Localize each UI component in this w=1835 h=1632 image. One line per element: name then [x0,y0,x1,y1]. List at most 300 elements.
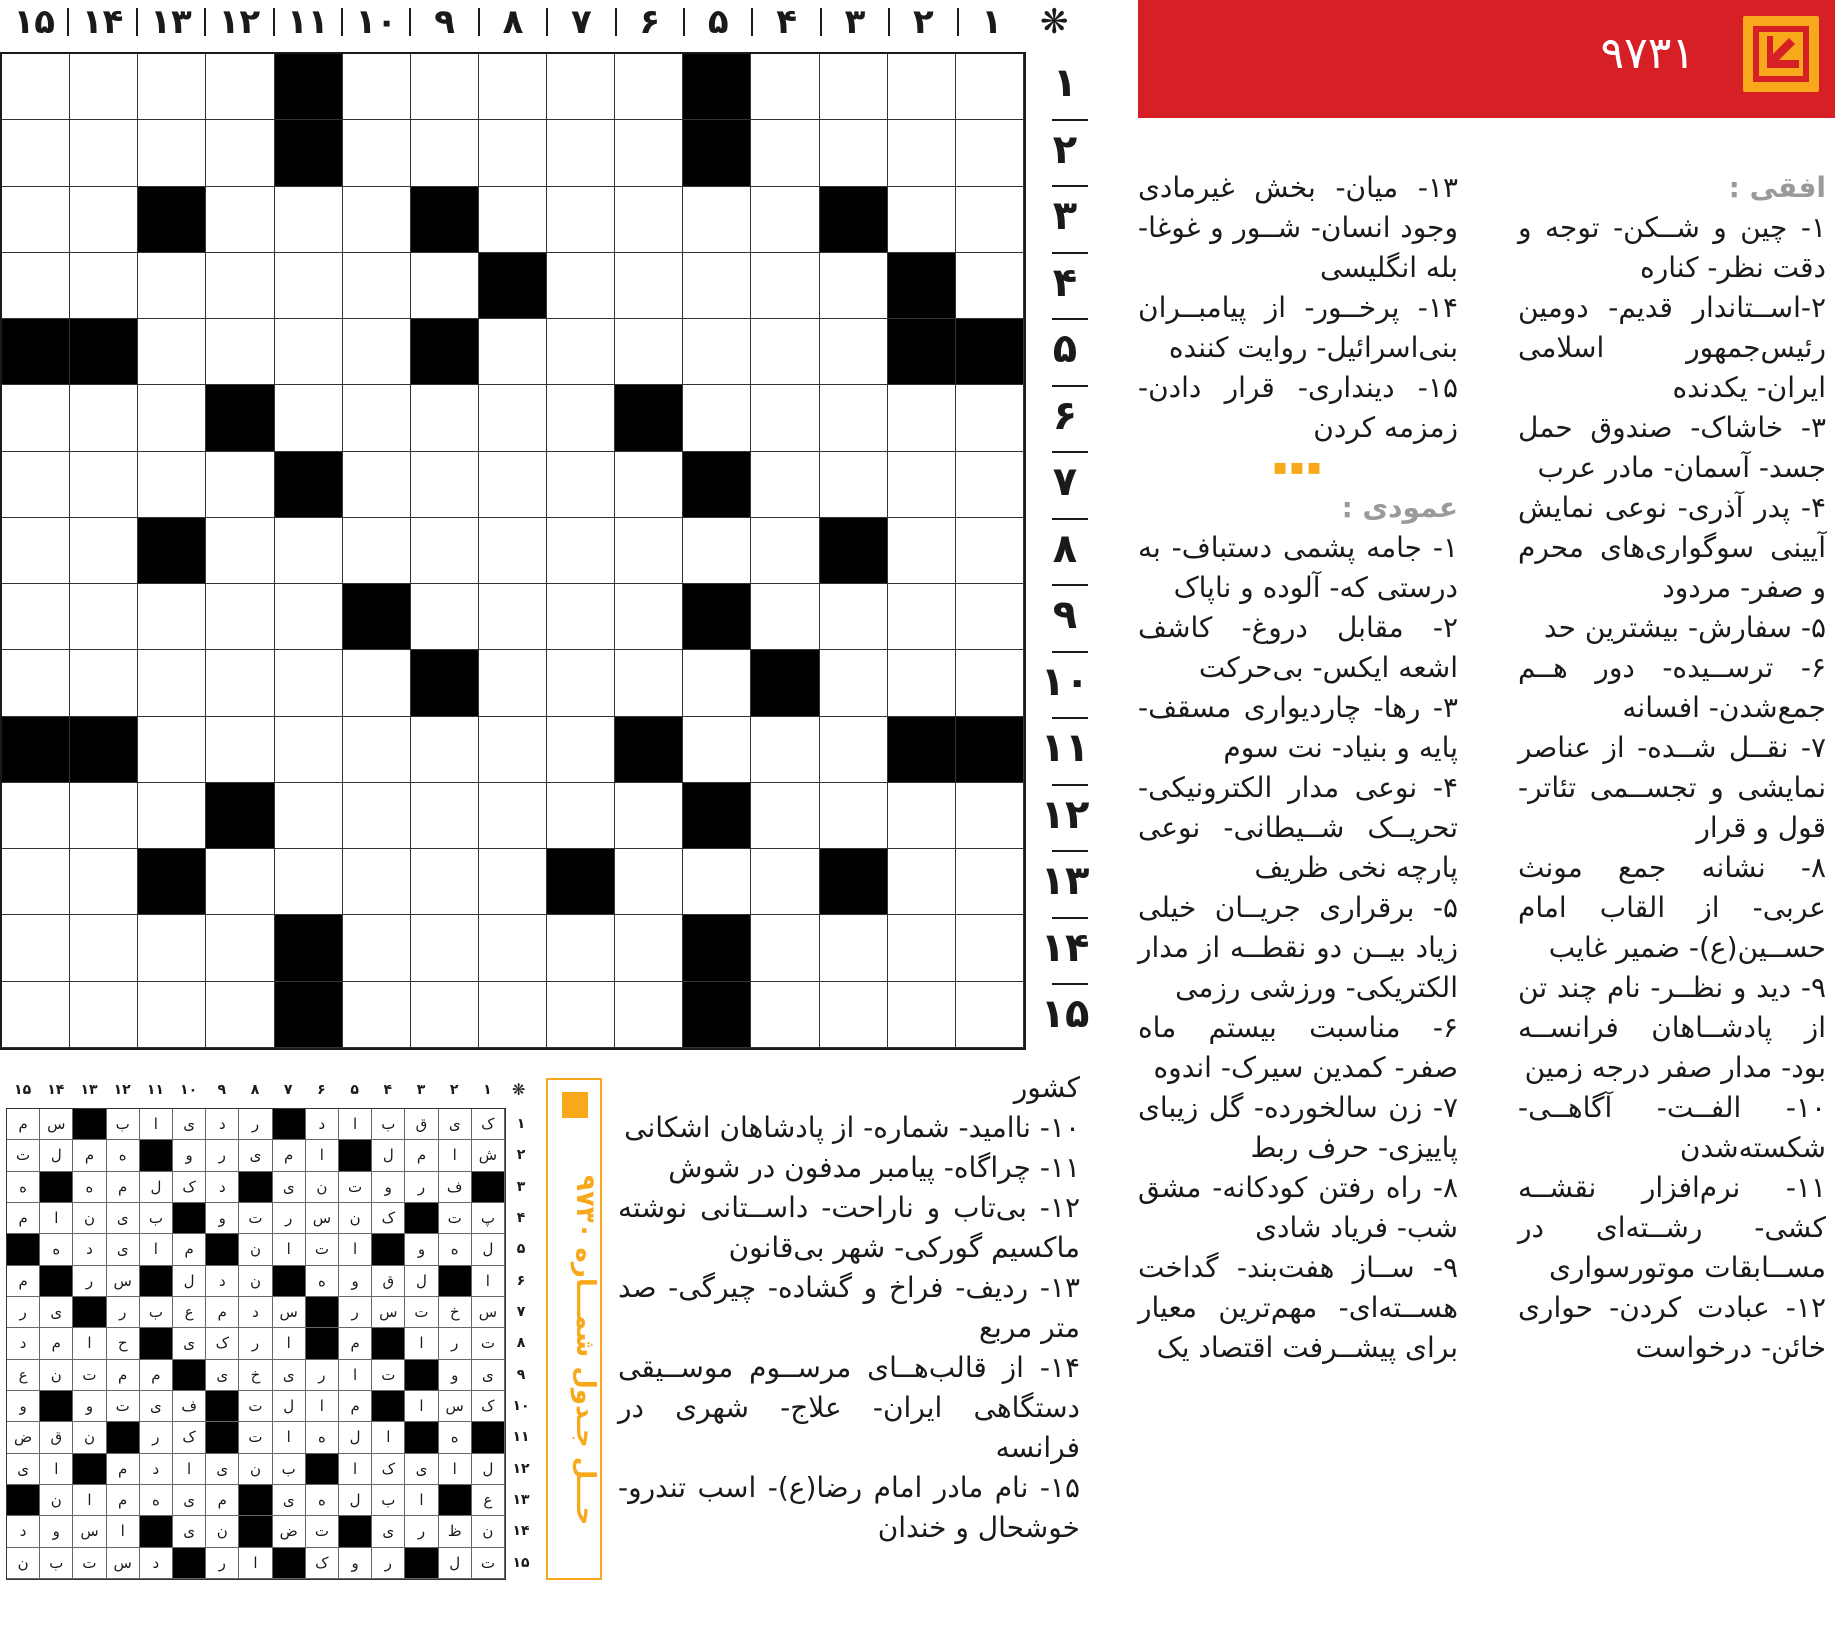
grid-cell[interactable] [547,253,615,319]
solution-cell: ی [439,1109,472,1140]
black-cell [411,650,479,716]
grid-cell[interactable] [70,584,138,650]
grid-cell[interactable] [70,452,138,518]
solution-cell: د [140,1548,173,1579]
grid-cell[interactable] [751,518,819,584]
grid-cell[interactable] [70,385,138,451]
row-separator [1052,318,1088,320]
grid-cell[interactable] [547,452,615,518]
grid-cell[interactable] [138,915,206,981]
grid-cell[interactable] [479,915,547,981]
grid-cell[interactable] [479,385,547,451]
grid-cell[interactable] [411,54,479,120]
grid-cell[interactable] [343,783,411,849]
grid-cell[interactable] [547,54,615,120]
grid-cell[interactable] [956,187,1024,253]
grid-cell[interactable] [547,650,615,716]
grid-cell[interactable] [138,385,206,451]
grid-cell[interactable] [70,54,138,120]
solution-row-number: ۱۵ [512,1554,530,1571]
solution-cell: ی [107,1234,140,1265]
row-number: ۱۱ [1040,725,1090,772]
grid-cell[interactable] [70,915,138,981]
solution-cell: و [372,1172,405,1203]
grid-cell[interactable] [479,452,547,518]
grid-cell[interactable] [547,982,615,1048]
solution-cell: ه [306,1422,339,1453]
grid-cell[interactable] [2,584,70,650]
grid-cell[interactable] [275,518,343,584]
solution-cell: ت [372,1360,405,1391]
solution-column-number: ۱۱ [146,1082,164,1098]
grid-cell[interactable] [275,187,343,253]
grid-cell[interactable] [479,518,547,584]
grid-cell[interactable] [275,849,343,915]
grid-cell[interactable] [2,849,70,915]
grid-cell[interactable] [615,584,683,650]
grid-cell[interactable] [751,187,819,253]
solution-column-number: ۱۰ [180,1082,198,1098]
grid-cell[interactable] [479,54,547,120]
solution-cell: ت [73,1548,106,1579]
grid-cell[interactable] [2,54,70,120]
grid-cell[interactable] [2,452,70,518]
grid-cell[interactable] [751,915,819,981]
grid-cell[interactable] [888,650,956,716]
solution-cell: ی [239,1140,272,1171]
grid-cell[interactable] [343,120,411,186]
grid-cell[interactable] [888,385,956,451]
grid-cell[interactable] [343,849,411,915]
grid-cell[interactable] [547,319,615,385]
grid-cell[interactable] [820,120,888,186]
solution-cell: ه [107,1140,140,1171]
grid-cell[interactable] [343,54,411,120]
grid-cell[interactable] [206,717,274,783]
grid-cell[interactable] [751,452,819,518]
row-number: ۱۳ [1040,858,1090,905]
solution-cell: س [472,1297,505,1328]
black-cell [275,120,343,186]
grid-cell[interactable] [2,783,70,849]
solution-grid [6,1108,506,1580]
black-cell [70,319,138,385]
black-cell [479,253,547,319]
row-number: ۹ [1052,592,1078,639]
grid-cell[interactable] [275,385,343,451]
row-separator [1052,983,1088,985]
solution-cell: و [339,1266,372,1297]
grid-cell[interactable] [206,253,274,319]
solution-cell: ر [239,1328,272,1359]
solution-cell: ت [73,1360,106,1391]
column-number: ۱۳ [150,2,192,42]
solution-cell: ا [273,1422,306,1453]
solution-cell: ک [472,1109,505,1140]
grid-cell[interactable] [956,385,1024,451]
grid-cell[interactable] [206,849,274,915]
grid-cell[interactable] [411,584,479,650]
solution-cell: ت [107,1391,140,1422]
grid-cell[interactable] [138,253,206,319]
grid-cell[interactable] [2,982,70,1048]
solution-column-number: ۶ [317,1082,326,1098]
column-number: ۵ [707,2,729,42]
grid-cell[interactable] [683,518,751,584]
solution-cell: و [206,1203,239,1234]
grid-cell[interactable] [343,915,411,981]
solution-cell: ت [472,1328,505,1359]
black-cell [683,915,751,981]
solution-cell: ه [306,1485,339,1516]
grid-cell[interactable] [479,717,547,783]
solution-cell: س [372,1297,405,1328]
solution-cell: ر [140,1422,173,1453]
solution-black-cell [372,1234,405,1265]
solution-black-cell [173,1360,206,1391]
grid-cell[interactable] [820,385,888,451]
grid-cell[interactable] [70,849,138,915]
grid-cell[interactable] [206,518,274,584]
solution-cell: ن [40,1360,73,1391]
across-clue: ۵- سفارش- بیشترین حد [1543,611,1826,644]
solution-black-cell [239,1516,272,1547]
grid-cell[interactable] [751,982,819,1048]
grid-cell[interactable] [615,54,683,120]
grid-cell[interactable] [70,518,138,584]
grid-cell[interactable] [547,717,615,783]
grid-cell[interactable] [138,452,206,518]
grid-cell[interactable] [956,650,1024,716]
grid-cell[interactable] [547,783,615,849]
grid-cell[interactable] [2,518,70,584]
grid-cell[interactable] [138,717,206,783]
grid-cell[interactable] [888,849,956,915]
grid-cell[interactable] [411,783,479,849]
grid-cell[interactable] [956,849,1024,915]
solution-cell: و [405,1234,438,1265]
grid-cell[interactable] [479,849,547,915]
grid-cell[interactable] [615,518,683,584]
grid-cell[interactable] [956,915,1024,981]
grid-cell[interactable] [343,518,411,584]
grid-cell[interactable] [547,518,615,584]
solution-cell: ا [273,1234,306,1265]
solution-cell: ی [173,1485,206,1516]
grid-cell[interactable] [70,650,138,716]
grid-cell[interactable] [888,518,956,584]
grid-cell[interactable] [138,982,206,1048]
solution-cell: ل [173,1266,206,1297]
down-clue: ۸- راه رفتن کودکانه- مشق شب- فریاد شادی [1138,1171,1458,1244]
grid-cell[interactable] [888,584,956,650]
solution-cell: ن [73,1203,106,1234]
solution-cell: ا [339,1360,372,1391]
grid-cell[interactable] [275,253,343,319]
grid-cell[interactable] [206,584,274,650]
grid-cell[interactable] [343,253,411,319]
down-clue: ۲- مقابل دروغ- کاشف اشعه ایکس- بی‌حرکت [1138,611,1458,684]
grid-cell[interactable] [206,982,274,1048]
grid-cell[interactable] [820,452,888,518]
grid-cell[interactable] [820,584,888,650]
row-separator [1052,252,1088,254]
grid-cell[interactable] [343,650,411,716]
column-number: ۱۵ [13,2,55,42]
column-number: ۱۰ [355,2,397,42]
solution-black-cell [206,1391,239,1422]
grid-cell[interactable] [683,849,751,915]
grid-cell[interactable] [411,120,479,186]
grid-cell[interactable] [820,915,888,981]
solution-cell: ق [405,1109,438,1140]
grid-cell[interactable] [683,650,751,716]
grid-cell[interactable] [343,452,411,518]
grid-cell[interactable] [956,783,1024,849]
grid-cell[interactable] [479,982,547,1048]
grid-cell[interactable] [956,982,1024,1048]
grid-cell[interactable] [479,584,547,650]
grid-cell[interactable] [206,187,274,253]
grid-cell[interactable] [343,717,411,783]
grid-cell[interactable] [888,783,956,849]
grid-cell[interactable] [2,385,70,451]
grid-cell[interactable] [479,783,547,849]
grid-cell[interactable] [615,650,683,716]
grid-cell[interactable] [411,849,479,915]
grid-cell[interactable] [683,319,751,385]
solution-cell: م [107,1360,140,1391]
solution-cell: م [173,1234,206,1265]
grid-cell[interactable] [683,717,751,783]
grid-cell[interactable] [683,385,751,451]
grid-cell[interactable] [547,385,615,451]
solution-column-number: ۲ [449,1082,459,1098]
grid-cell[interactable] [2,650,70,716]
grid-cell[interactable] [343,385,411,451]
solution-cell: ا [405,1328,438,1359]
grid-cell[interactable] [751,253,819,319]
grid-cell[interactable] [751,783,819,849]
grid-cell[interactable] [138,650,206,716]
solution-cell: ا [107,1516,140,1547]
grid-cell[interactable] [956,253,1024,319]
grid-cell[interactable] [138,54,206,120]
solution-black-cell [405,1548,438,1579]
solution-cell: ت [306,1516,339,1547]
grid-cell[interactable] [956,584,1024,650]
solution-row-number: ۳ [516,1178,526,1195]
grid-cell[interactable] [820,783,888,849]
grid-cell[interactable] [70,783,138,849]
grid-cell[interactable] [683,187,751,253]
column-numbers [0,0,1070,44]
solution-black-cell [405,1422,438,1453]
grid-cell[interactable] [615,187,683,253]
across-clue: ۷- نقــل شــده- از عناصر نمایشی و تجســمی تئاتر- قول و قرار [1518,731,1826,844]
across-clue: ۹- دید و نظــر- نام چند تن از پادشــاهان فرانســه بود- مدار صفر درجه زمین [1518,971,1826,1084]
grid-cell[interactable] [888,187,956,253]
solution-cell: ق [372,1266,405,1297]
grid-cell[interactable] [615,915,683,981]
solution-cell: و [439,1360,472,1391]
solution-row-number: ۴ [516,1210,526,1226]
grid-cell[interactable] [615,319,683,385]
grid-cell[interactable] [479,187,547,253]
black-cell [343,584,411,650]
solution-cell: ت [239,1391,272,1422]
grid-cell[interactable] [343,982,411,1048]
solution-cell: ا [439,1140,472,1171]
grid-cell[interactable] [956,120,1024,186]
grid-cell[interactable] [615,849,683,915]
solution-cell: ض [273,1516,306,1547]
grid-cell[interactable] [751,120,819,186]
grid-cell[interactable] [206,452,274,518]
grid-cell[interactable] [615,783,683,849]
grid-cell[interactable] [275,319,343,385]
grid-cell[interactable] [138,783,206,849]
grid-cell[interactable] [888,120,956,186]
grid-cell[interactable] [956,518,1024,584]
grid-cell[interactable] [751,319,819,385]
solution-cell: د [306,1109,339,1140]
grid-cell[interactable] [275,650,343,716]
solution-cell: ن [239,1266,272,1297]
solution-cell: د [7,1516,40,1547]
across-clues-column [1518,168,1826,1368]
grid-cell[interactable] [547,187,615,253]
grid-cell[interactable] [411,717,479,783]
row-separator [1052,717,1088,719]
grid-cell[interactable] [275,584,343,650]
across-clue: ۱۵- دینداری- قرار دادن- زمزمه کردن [1138,371,1458,444]
solution-black-cell [7,1485,40,1516]
solution-black-cell [73,1297,106,1328]
across-heading: افقی : [1728,171,1826,204]
solution-cell: ر [405,1172,438,1203]
solution-column-number: ۱۴ [47,1082,65,1098]
grid-cell[interactable] [411,518,479,584]
grid-cell[interactable] [411,452,479,518]
grid-cell[interactable] [751,717,819,783]
grid-cell[interactable] [2,187,70,253]
grid-cell[interactable] [547,584,615,650]
grid-cell[interactable] [275,783,343,849]
solution-cell: ح [107,1328,140,1359]
solution-cell: ا [306,1140,339,1171]
grid-cell[interactable] [547,915,615,981]
grid-cell[interactable] [751,849,819,915]
grid-cell[interactable] [411,982,479,1048]
grid-cell[interactable] [70,253,138,319]
grid-cell[interactable] [956,54,1024,120]
grid-cell[interactable] [70,120,138,186]
grid-cell[interactable] [275,717,343,783]
grid-cell[interactable] [820,650,888,716]
solution-cell: ه [40,1234,73,1265]
grid-cell[interactable] [820,253,888,319]
across-clue: ۸- نشانه جمع مونث عربی- از القاب امام حســین(ع)- ضمیر غایب [1518,851,1826,964]
black-cell [888,717,956,783]
grid-cell[interactable] [479,650,547,716]
grid-cell[interactable] [888,54,956,120]
grid-cell[interactable] [411,915,479,981]
grid-cell[interactable] [888,915,956,981]
grid-cell[interactable] [2,120,70,186]
grid-cell[interactable] [206,319,274,385]
solution-cell: م [7,1109,40,1140]
grid-cell[interactable] [206,54,274,120]
grid-cell[interactable] [547,120,615,186]
grid-cell[interactable] [70,982,138,1048]
solution-cell: پ [472,1203,505,1234]
grid-cell[interactable] [479,120,547,186]
solution-cell: ل [140,1172,173,1203]
grid-cell[interactable] [888,452,956,518]
grid-cell[interactable] [411,385,479,451]
grid-cell[interactable] [343,187,411,253]
row-separator [1052,584,1088,586]
grid-cell[interactable] [138,120,206,186]
grid-cell[interactable] [820,982,888,1048]
solution-black-cell [405,1203,438,1234]
grid-cell[interactable] [683,253,751,319]
grid-cell[interactable] [411,253,479,319]
grid-cell[interactable] [2,915,70,981]
solution-black-cell [7,1234,40,1265]
solution-black-cell [372,1328,405,1359]
grid-cell[interactable] [820,717,888,783]
solution-black-cell [339,1516,372,1547]
grid-cell[interactable] [820,319,888,385]
grid-cell[interactable] [138,319,206,385]
grid-cell[interactable] [615,120,683,186]
solution-black-cell [439,1485,472,1516]
grid-cell[interactable] [615,253,683,319]
grid-cell[interactable] [206,120,274,186]
grid-cell[interactable] [206,915,274,981]
column-number: ۱۱ [287,2,329,42]
row-number: ۱۲ [1040,791,1090,838]
down-clue: ۷- زن سالخورده- گل زیبای پاییزی- حرف ربط [1138,1091,1458,1164]
grid-cell[interactable] [751,584,819,650]
grid-cell[interactable] [615,982,683,1048]
solution-cell: ن [40,1485,73,1516]
grid-cell[interactable] [206,650,274,716]
grid-cell[interactable] [138,584,206,650]
grid-cell[interactable] [479,319,547,385]
solution-cell: س [107,1266,140,1297]
solution-black-cell [140,1266,173,1297]
grid-cell[interactable] [615,452,683,518]
solution-cell: ی [173,1328,206,1359]
black-cell [683,120,751,186]
grid-cell[interactable] [70,187,138,253]
grid-cell[interactable] [751,385,819,451]
black-cell [956,717,1024,783]
grid-cell[interactable] [2,253,70,319]
row-separator [1052,784,1088,786]
grid-cell[interactable] [956,452,1024,518]
grid-cell[interactable] [751,54,819,120]
solution-black-cell [273,1266,306,1297]
grid-cell[interactable] [343,319,411,385]
solution-black-cell [273,1548,306,1579]
grid-cell[interactable] [888,982,956,1048]
grid-cell[interactable] [820,54,888,120]
solution-cell: د [206,1266,239,1297]
